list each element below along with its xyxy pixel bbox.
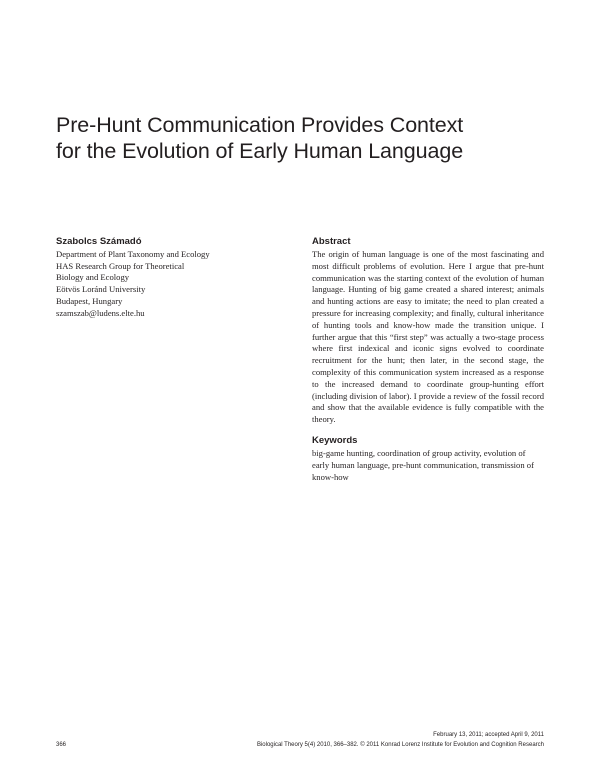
- affiliation-line: Budapest, Hungary: [56, 295, 123, 306]
- affiliation-line: Biology and Ecology: [56, 272, 130, 283]
- author-email: szamszab@ludens.elte.hu: [56, 307, 145, 318]
- title-line-2: for the Evolution of Early Human Language: [56, 139, 464, 163]
- submission-dates: February 13, 2011; accepted April 9, 2011: [433, 732, 544, 738]
- abstract-heading: Abstract: [312, 236, 351, 247]
- abstract-column: [312, 236, 544, 483]
- abstract-text: The origin of human language is one of the most fascinating and most difficult problems of evolution. Here I argue that pre-hunt communication was the starting context of the evolution of human language. Hunting of big game created a shared interest; animals and hunting actions are easy to imitate; the need to plan created a pressure for increasing complexity; and finally, cultural inheritance of hunting tools and know-how made the transition unique. I further argue that this “first step” was actually a two-stage process where first indexical and iconic signs evolved to coordinate recruitment for the hunt; then later, in the second stage, the complexity of this communication system increased as a response to the increased demand to coordinate group-hunting effort (including division of labor). I provide a review of the fossil record and show that the available evidence is fully compatible with the theory.: [312, 249, 544, 425]
- author-affiliation: [56, 249, 296, 319]
- affiliation-line: Department of Plant Taxonomy and Ecology: [56, 249, 210, 259]
- keywords-heading: Keywords: [312, 434, 358, 446]
- page-number: 366: [56, 742, 67, 748]
- title-line-1: Pre-Hunt Communication Provides Context: [56, 113, 464, 137]
- article-title: [56, 112, 556, 164]
- journal-citation: Biological Theory 5(4) 2010, 366–382. © 2011 Konrad Lorenz Institute for Evolution and Cognition Research: [256, 742, 544, 748]
- affiliation-line: Eötvös Loránd University: [56, 284, 146, 295]
- author-name: Szabolcs Számadó: [56, 236, 142, 247]
- keywords-text: big-game hunting, coordination of group activity, evolution of early human language, pre-hunt communication, transmission of know-how: [312, 447, 534, 482]
- affiliation-line: HAS Research Group for Theoretical: [56, 260, 185, 271]
- author-block: [56, 236, 296, 319]
